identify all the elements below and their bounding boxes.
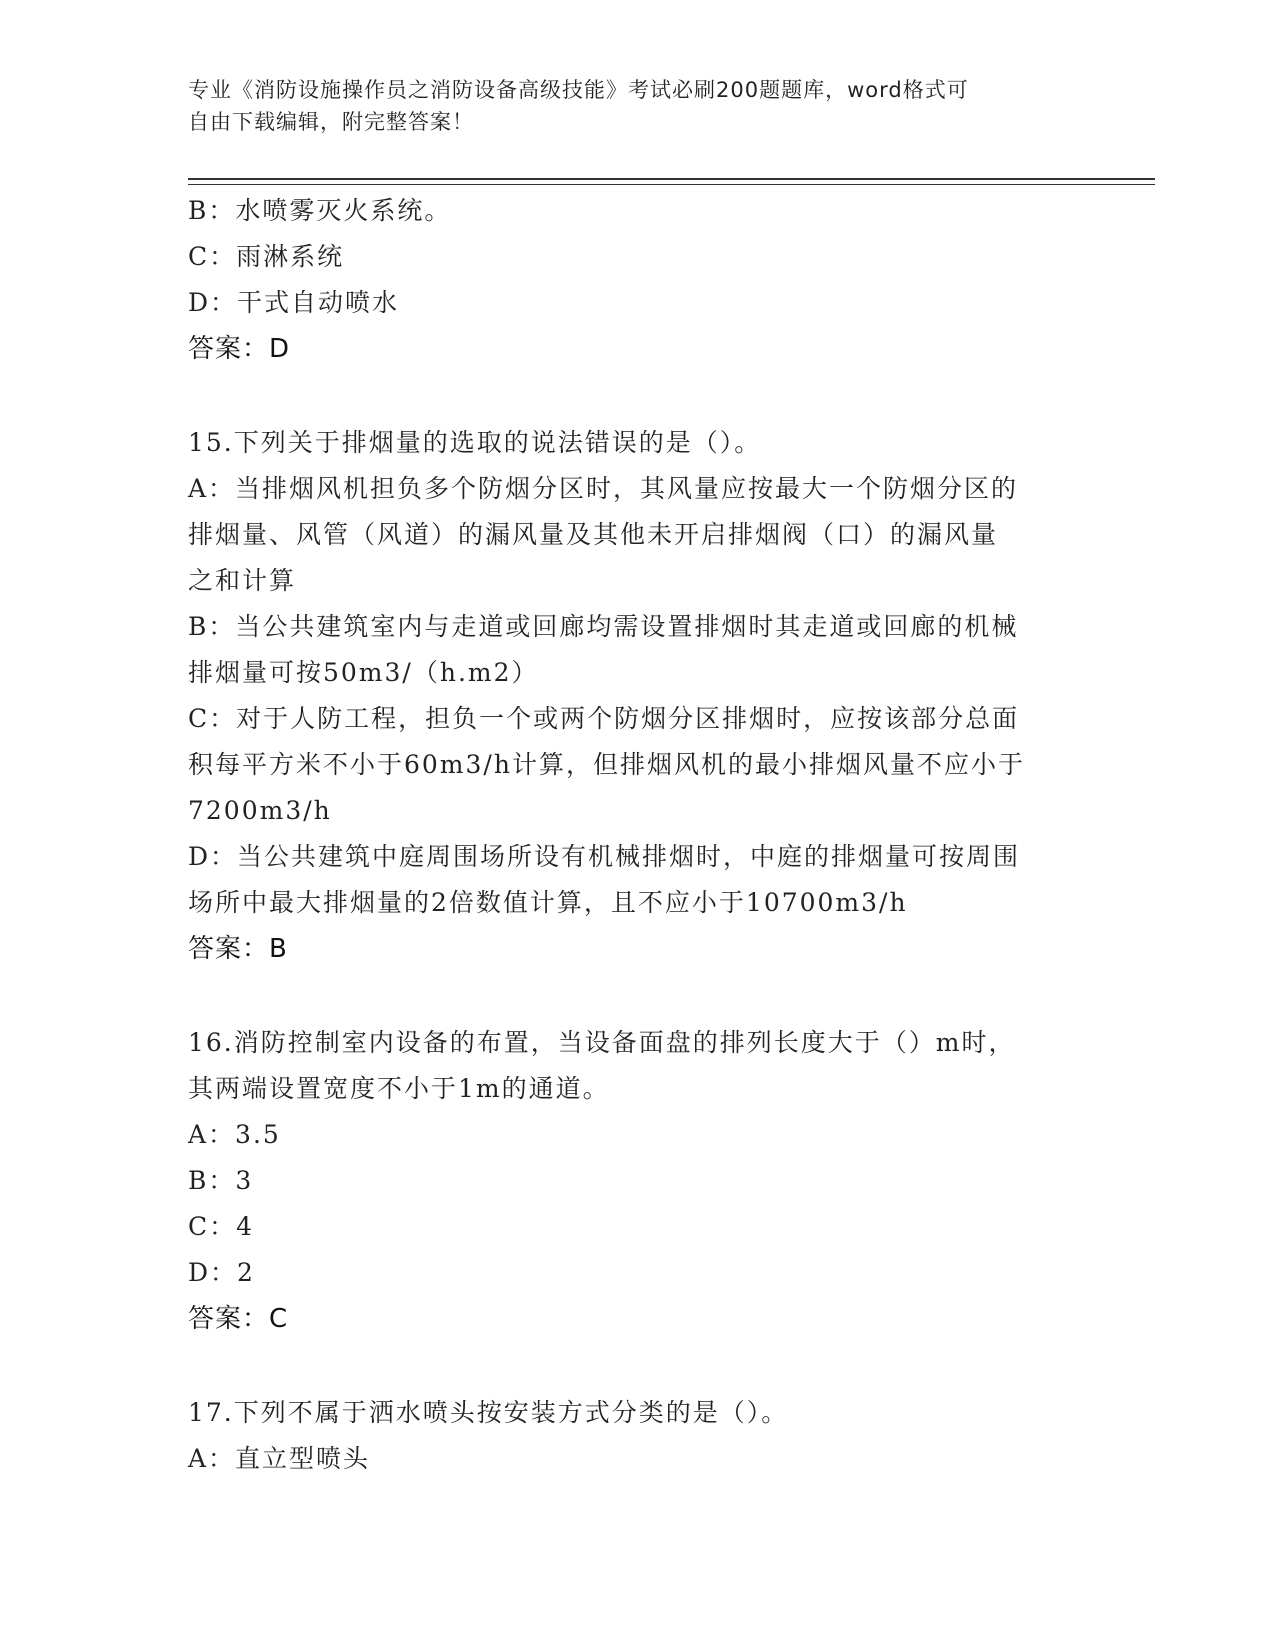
q16-answer: 答案：C — [188, 1304, 289, 1334]
q14-answer: 答案：D — [188, 334, 291, 364]
q16-option-b: B：3 — [188, 1166, 254, 1195]
q16-option-d: D：2 — [188, 1258, 255, 1287]
q16-option-c: C：4 — [188, 1212, 255, 1241]
q16-stem-line-2: 其两端设置宽度不小于1m的通道。 — [188, 1074, 610, 1103]
q15-option-c-line-2: 积每平方米不小于60m3/h计算，但排烟风机的最小排烟风量不应小于 — [188, 750, 1025, 779]
q17-stem: 17.下列不属于洒水喷头按安装方式分类的是（）。 — [188, 1398, 789, 1427]
q15-stem: 15.下列关于排烟量的选取的说法错误的是（）。 — [188, 428, 762, 457]
page-header — [188, 74, 1068, 138]
q16-stem-line-1: 16.消防控制室内设备的布置，当设备面盘的排列长度大于（）m时， — [188, 1028, 1016, 1057]
spacer — [188, 972, 1088, 1020]
q14-option-d: D：干式自动喷水 — [188, 288, 400, 317]
q17-option-a: A：直立型喷头 — [188, 1444, 371, 1473]
question-17-block — [188, 1390, 1088, 1482]
q15-option-a-line-2: 排烟量、风管（风道）的漏风量及其他未开启排烟阀（口）的漏风量 — [188, 520, 999, 549]
q15-option-d-line-2: 场所中最大排烟量的2倍数值计算，且不应小于10700m3/h — [188, 888, 908, 917]
q15-option-b-line-1: B：当公共建筑室内与走道或回廊均需设置排烟时其走道或回廊的机械 — [188, 612, 1019, 641]
question-15-block — [188, 420, 1088, 972]
q16-option-a: A：3.5 — [188, 1120, 281, 1149]
header-divider-thick — [188, 178, 1155, 180]
spacer — [188, 372, 1088, 420]
question-16-block — [188, 1020, 1088, 1342]
q14-option-b: B：水喷雾灭火系统。 — [188, 196, 452, 225]
q15-option-a-line-1: A：当排烟风机担负多个防烟分区时，其风量应按最大一个防烟分区的 — [188, 474, 1019, 503]
q15-option-d-line-1: D：当公共建筑中庭周围场所设有机械排烟时，中庭的排烟量可按周围 — [188, 842, 1021, 871]
q14-option-c: C：雨淋系统 — [188, 242, 345, 271]
spacer — [188, 1342, 1088, 1390]
question-14-block — [188, 188, 1088, 372]
q15-option-a-line-3: 之和计算 — [188, 566, 297, 595]
q15-answer: 答案：B — [188, 934, 288, 964]
q15-option-c-line-1: C：对于人防工程，担负一个或两个防烟分区排烟时，应按该部分总面 — [188, 704, 1020, 733]
q15-option-c-line-3: 7200m3/h — [188, 796, 332, 825]
header-line-1: 专业《消防设施操作员之消防设备高级技能》考试必刷200题题库，word格式可 — [188, 78, 969, 102]
header-line-2: 自由下载编辑，附完整答案！ — [188, 110, 474, 134]
question-content — [188, 188, 1088, 1482]
header-divider-thin — [188, 184, 1155, 185]
q15-option-b-line-2: 排烟量可按50m3/（h.m2） — [188, 658, 539, 687]
